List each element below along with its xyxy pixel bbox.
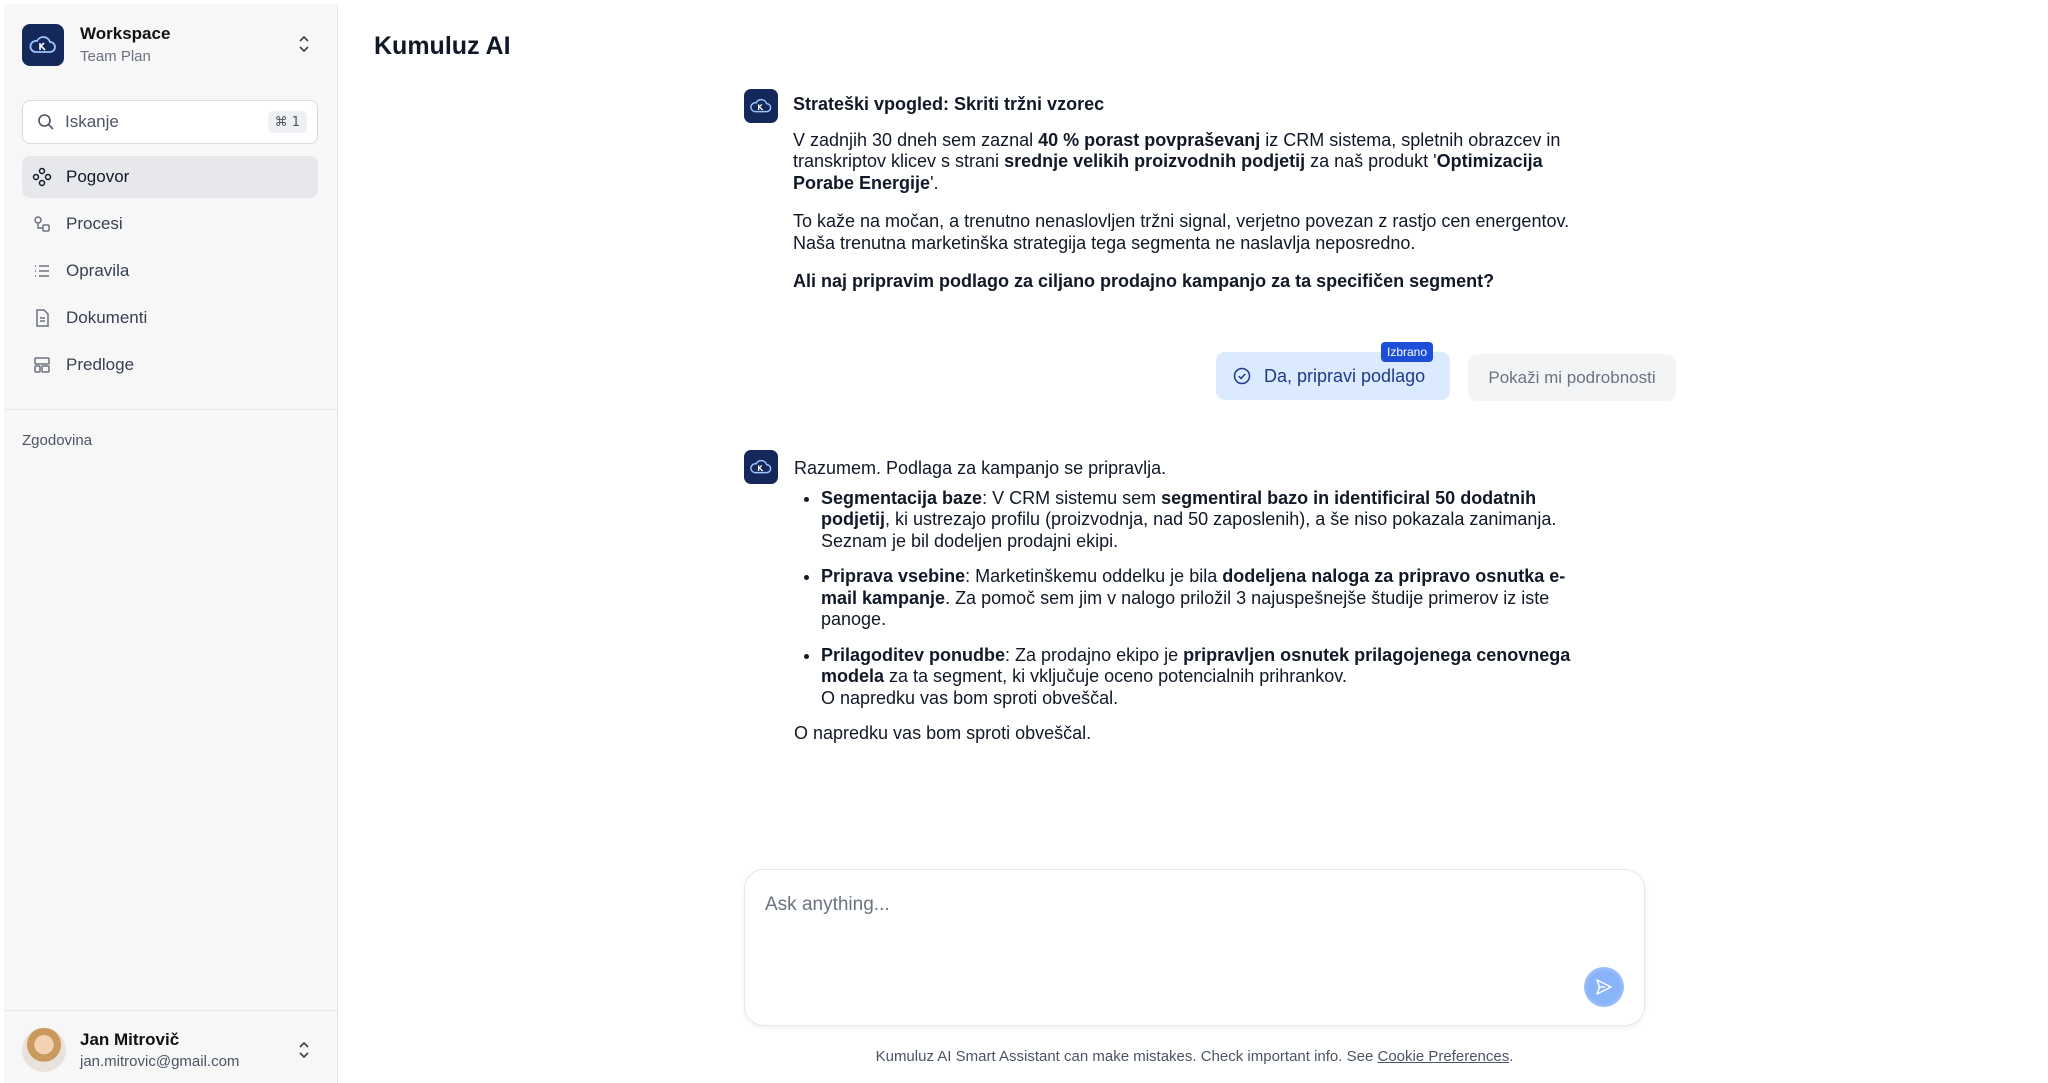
user-email: jan.mitrovic@gmail.com bbox=[80, 1052, 240, 1070]
chevron-updown-icon[interactable] bbox=[296, 32, 312, 56]
process-icon bbox=[32, 214, 52, 234]
choice-label: Da, pripravi podlago bbox=[1264, 365, 1426, 386]
sidebar-nav bbox=[22, 156, 318, 391]
sidebar-item-procesi[interactable] bbox=[22, 203, 318, 245]
message-heading: Strateški vpogled: Skriti tržni vzorec bbox=[793, 94, 1105, 114]
workspace-logo-icon bbox=[22, 24, 64, 66]
message-list bbox=[794, 488, 1594, 710]
message-intro: Razumem. Podlaga za kampanjo se pripravlja. bbox=[794, 458, 1167, 478]
sidebar-item-label: Opravila bbox=[66, 261, 130, 280]
user-divider bbox=[4, 1010, 338, 1011]
list-item: • Priprava vsebine: Marketinškemu oddelku je bila dodeljena naloga za pripravo osnutka e-mail kampanje. Za pomoč sem jim v nalogo priložil 3 najuspešnejše študije primerov iz iste panoge. bbox=[821, 566, 1594, 631]
workspace-plan: Team Plan bbox=[80, 48, 151, 65]
message-question: Ali naj pripravim podlago za ciljano prodajno kampanjo za ta specifičen segment? bbox=[793, 271, 1495, 291]
sidebar-item-predloge[interactable] bbox=[22, 344, 318, 386]
list-icon bbox=[32, 261, 52, 281]
chevron-updown-icon[interactable] bbox=[296, 1038, 312, 1062]
assistant-message bbox=[744, 450, 1594, 762]
sidebar-divider bbox=[4, 409, 338, 410]
cookie-preferences-link[interactable]: Cookie Preferences bbox=[1377, 1048, 1510, 1065]
search-icon bbox=[37, 113, 55, 131]
avatar bbox=[22, 1028, 66, 1072]
list-item: • Segmentacija baze: V CRM sistemu sem segmentiral bazo in identificiral 50 dodatnih podjetij, ki ustrezajo profilu (proizvodnja, nad 50 zaposlenih), a še niso pokazala zanimanja. Seznam je bil dodeljen prodajni ekipi. bbox=[821, 488, 1594, 553]
sidebar-item-label: Pogovor bbox=[66, 167, 130, 186]
check-circle-icon bbox=[1232, 366, 1252, 386]
sidebar-item-opravila[interactable] bbox=[22, 250, 318, 292]
list-item: • Prilagoditev ponudbe: Za prodajno ekipo je pripravljen osnutek prilagojenega cenovnega modela za ta segment, ki vključuje oceno potencialnih prihrankov. O napredku vas bom sproti obveščal. bbox=[821, 645, 1594, 710]
assistant-avatar-icon bbox=[744, 89, 778, 123]
send-button[interactable] bbox=[1584, 967, 1624, 1007]
message-paragraph: V zadnjih 30 dneh sem zaznal 40 % porast povpraševanj iz CRM sistema, spletnih obrazcev in transkriptov klicev s strani srednje velikih proizvodnih podjetij za naš produkt 'Optimizacija Porabe Energije'. bbox=[793, 129, 1561, 193]
sidebar-item-dokumenti[interactable] bbox=[22, 297, 318, 339]
workspace-switcher[interactable] bbox=[22, 18, 320, 72]
user-menu[interactable] bbox=[22, 1026, 320, 1074]
sidebar bbox=[4, 4, 338, 1083]
assistant-message bbox=[744, 89, 1594, 310]
choice-button-details[interactable]: Pokaži mi podrobnosti bbox=[1468, 354, 1676, 401]
sidebar-item-label: Predloge bbox=[66, 355, 135, 374]
workspace-name: Workspace bbox=[80, 24, 171, 43]
template-icon bbox=[32, 355, 52, 375]
message-outro: O napredku vas bom sproti obveščal. bbox=[794, 723, 1092, 743]
disclaimer: Kumuluz AI Smart Assistant can make mistakes. Check important info. See Cookie Preferences. bbox=[875, 1048, 1514, 1065]
chat-input-placeholder: Ask anything... bbox=[765, 894, 890, 915]
user-name: Jan Mitrovič bbox=[80, 1029, 180, 1049]
history-heading: Zgodovina bbox=[22, 432, 93, 449]
search-placeholder: Iskanje bbox=[65, 112, 119, 131]
search-shortcut-badge: ⌘ 1 bbox=[268, 111, 307, 133]
chat-input[interactable] bbox=[744, 869, 1645, 1026]
document-icon bbox=[32, 308, 52, 328]
search-input[interactable] bbox=[22, 100, 318, 144]
assistant-avatar-icon bbox=[744, 450, 778, 484]
sidebar-item-label: Procesi bbox=[66, 214, 123, 233]
sidebar-item-pogovor[interactable] bbox=[22, 156, 318, 198]
selected-badge: Izbrano bbox=[1381, 342, 1433, 362]
chat-nodes-icon bbox=[32, 167, 52, 187]
sidebar-item-label: Dokumenti bbox=[66, 308, 148, 327]
send-icon bbox=[1595, 978, 1613, 996]
page-title: Kumuluz AI bbox=[374, 32, 511, 60]
message-paragraph: To kaže na močan, a trenutno nenaslovljen tržni signal, verjetno povezan z rastjo cen energentov. Naša trenutna marketinška strategija tega segmenta ne naslavlja neposredno. bbox=[793, 211, 1570, 253]
